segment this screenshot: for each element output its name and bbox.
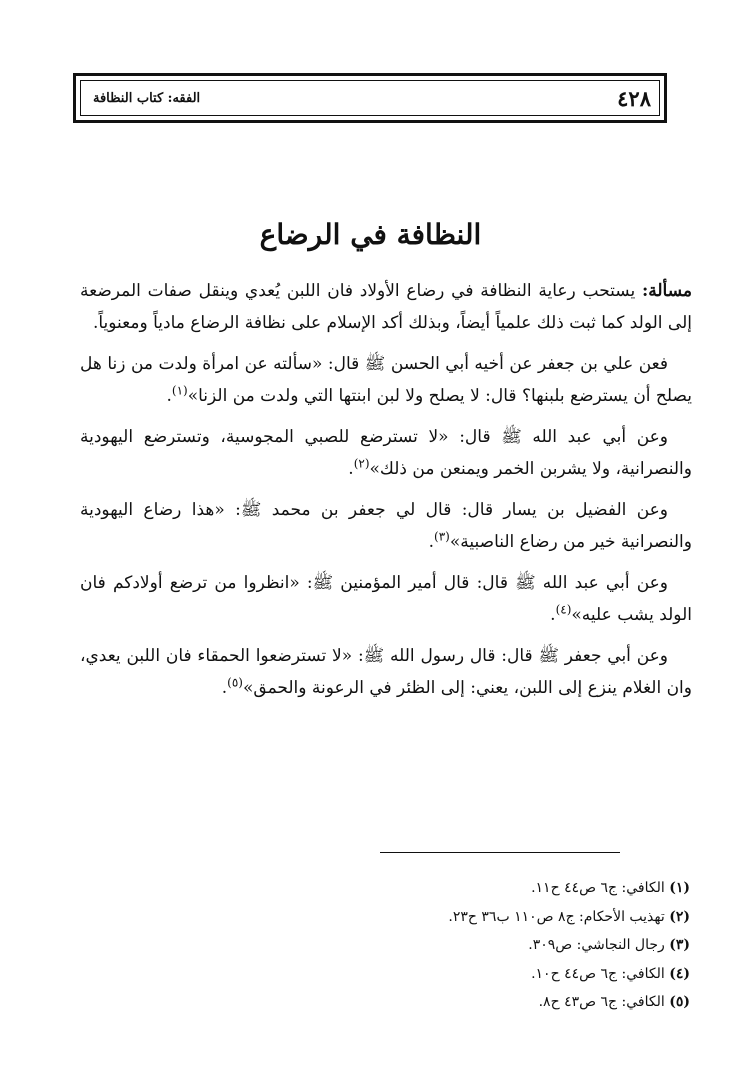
paragraph-1	[80, 276, 692, 339]
running-header-inner	[80, 80, 660, 116]
running-header	[73, 73, 667, 123]
footnote-number: (٤)	[669, 965, 690, 982]
paragraph-text: يستحب رعاية النظافة في رضاع الأولاد فان اللبن يُعدي وينقل صفات المرضعة إلى الولد كما ثبت ذلك علمياً أيضاً، وبذلك أكد الإسلام على نظافة الرضاع مادياً ومعنوياً.	[80, 281, 692, 333]
footnote-divider	[380, 852, 620, 853]
body-text	[80, 276, 692, 714]
paragraph-4	[80, 495, 692, 558]
footnotes	[80, 874, 690, 1017]
footnote-ref-2: (٢)	[353, 455, 370, 470]
footnote-text: رجال النجاشي: ص٣٠٩.	[528, 937, 665, 953]
paragraph-5	[80, 568, 692, 631]
footnote-ref-5: (٥)	[227, 674, 243, 689]
paragraph-text: وعن أبي عبد الله ﷺ قال: قال أمير المؤمنين ﷺ: «انظروا من ترضع أولادكم فان الولد يشب عليه»	[80, 573, 692, 625]
footnote-number: (٢)	[669, 908, 690, 925]
page-number: ٤٢٨	[617, 85, 651, 111]
footnote-number: (٥)	[669, 994, 690, 1010]
paragraph-end: .	[166, 385, 172, 406]
paragraph-text: وعن الفضيل بن يسار قال: قال لي جعفر بن محمد ﷺ: «هذا رضاع اليهودية والنصرانية خير من رضاع الناصبية»	[80, 500, 692, 552]
footnote-ref-4: (٤)	[555, 601, 572, 616]
footnote-1	[80, 874, 690, 903]
paragraph-text: وعن أبي جعفر ﷺ قال: قال رسول الله ﷺ: «لا تسترضعوا الحمقاء فان اللبن يعدي، وان الغلام ينزع إلى اللبن، يعني: إلى الظئر في الرعونة والحمق»	[80, 646, 692, 698]
footnote-text: الكافي: ج٦ ص٤٣ ح٨.	[538, 994, 665, 1010]
paragraph-text: وعن أبي عبد الله ﷺ قال: «لا تسترضع للصبي المجوسية، وتسترضع اليهودية والنصرانية، ولا يشربن الخمر ويمنعن من ذلك»	[80, 427, 692, 479]
footnote-5	[80, 988, 690, 1017]
footnote-number: (١)	[669, 880, 690, 896]
footnote-2	[80, 903, 690, 932]
footnote-text: الكافي: ج٦ ص٤٤ ح١١.	[531, 880, 665, 896]
paragraph-6	[80, 641, 692, 704]
section-title: النظافة في الرضاع	[259, 218, 482, 251]
paragraph-end: .	[428, 531, 435, 552]
paragraph-end: .	[348, 458, 354, 479]
footnote-ref-1: (١)	[171, 382, 188, 397]
paragraph-end: .	[221, 677, 228, 698]
footnote-ref-3: (٣)	[434, 528, 450, 543]
paragraph-3	[80, 422, 692, 485]
paragraph-text: فعن علي بن جعفر عن أخيه أبي الحسن ﷺ قال: «سألته عن امرأة ولدت من زنا هل يصلح أن يسترضع بلبنها؟ قال: لا يصلح ولا لبن ابنتها التي ولدت من الزنا»	[80, 354, 692, 406]
running-title: الفقه: كتاب النظافة	[93, 90, 201, 106]
footnote-3	[80, 931, 690, 960]
footnote-4	[80, 960, 690, 989]
issue-term: مسألة:	[641, 281, 692, 301]
paragraph-2	[80, 349, 692, 412]
footnote-text: تهذيب الأحكام: ج٨ ص١١٠ ب٣٦ ح٢٣.	[448, 908, 665, 925]
footnote-text: الكافي: ج٦ ص٤٤ ح١٠.	[531, 965, 665, 982]
footnote-number: (٣)	[669, 937, 690, 953]
paragraph-end: .	[550, 604, 556, 625]
